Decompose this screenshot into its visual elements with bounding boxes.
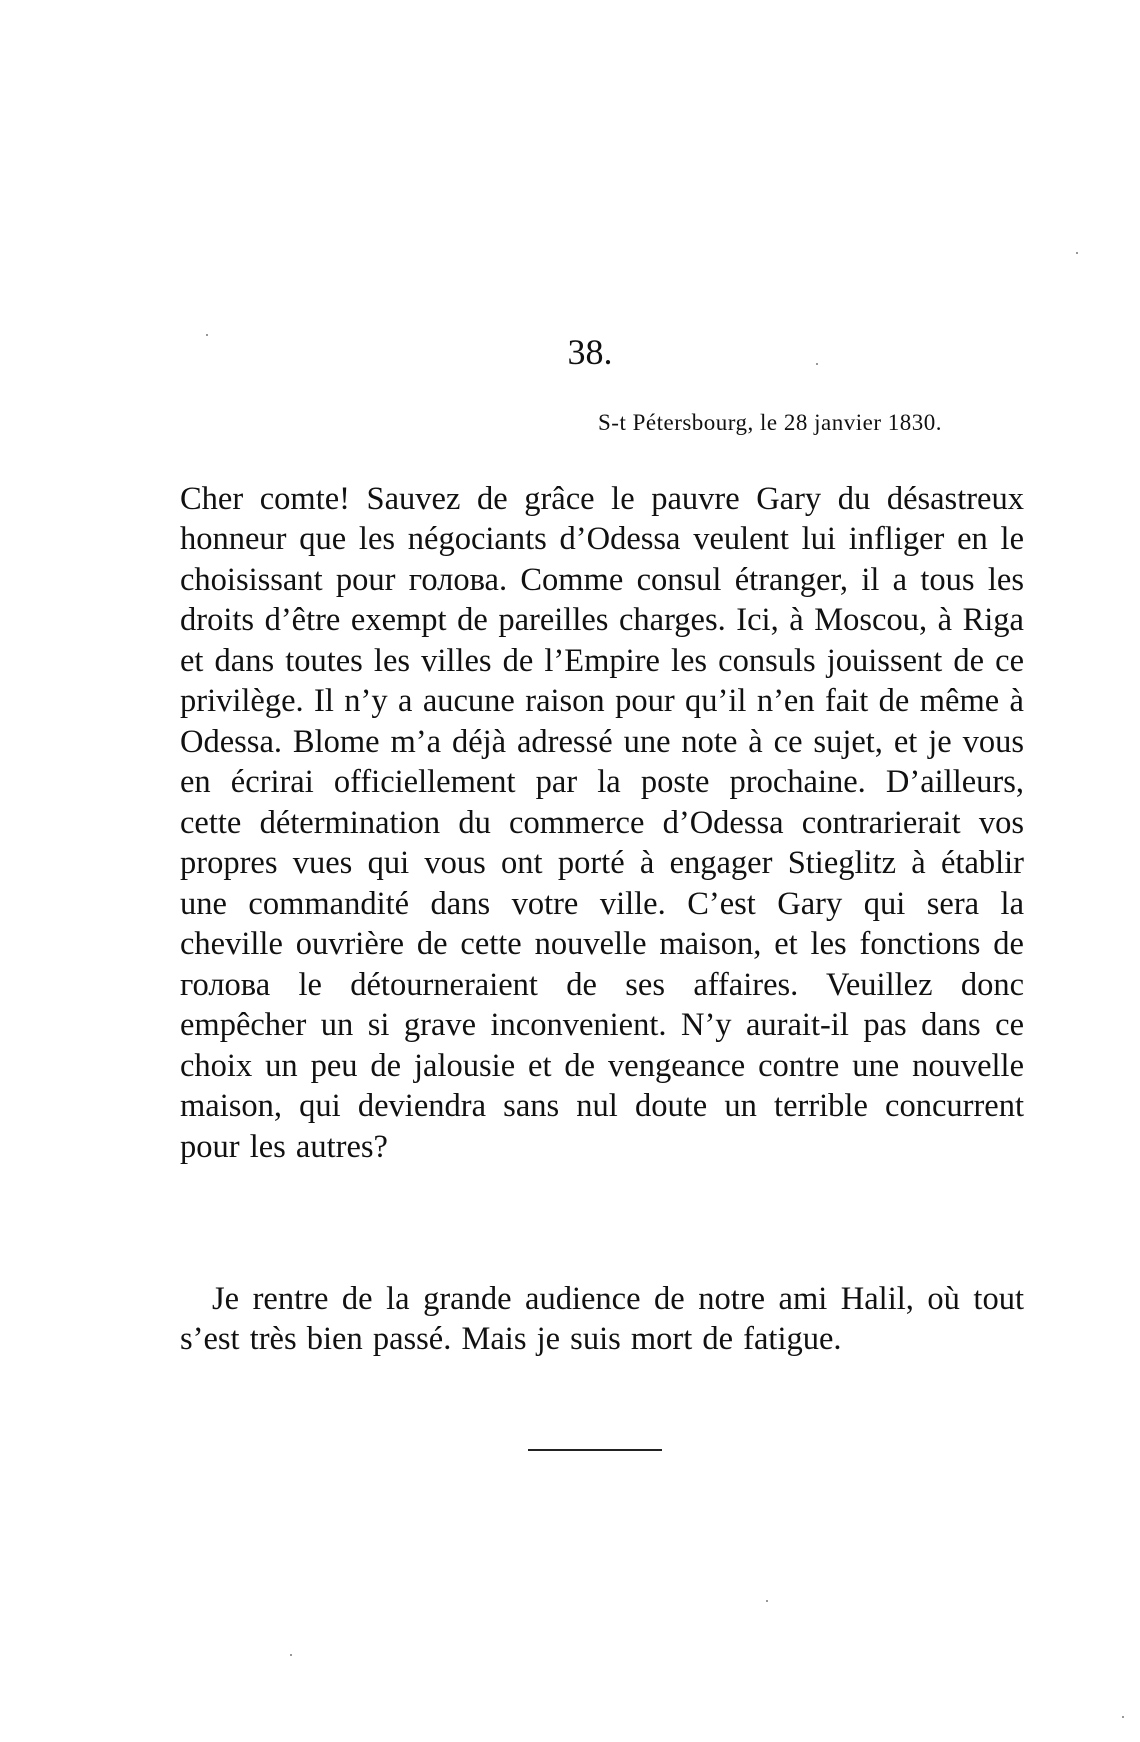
body-paragraph-1: Cher comte! Sauvez de grâce le pauvre Gary du désastreux honneur que les négociants d’Odessa veulent lui infliger en le choisissant pour голова. Comme consul étranger, il a tous les droits d’être exempt de pareilles charges. Ici, à Moscou, à Riga et dans toutes les villes de l’Empire les consuls jouissent de ce privilège. Il n’y a aucune raison pour qu’il n’en fait de même à Odessa. Blome m’a déjà adressé une note à ce sujet, et je vous en écrirai officiellement par la poste prochaine. D’ailleurs, cette détermination du commerce d’Odessa contrarierait vos propres vues qui vous ont porté à engager Stieglitz à établir une commandité dans votre ville. C’est Gary qui sera la cheville ouvrière de cette nouvelle maison, et les fonctions de голова le détourneraient de ses affaires. Veuillez donc empêcher un si grave inconvenient. N’y aurait-il pas dans ce choix un peu de jalousie et de vengeance contre une nouvelle maison, qui deviendra sans nul doute un terrible concurrent pour les autres? — [180, 480, 1024, 1165]
paper-speck — [816, 363, 818, 365]
dateline: S-t Pétersbourg, le 28 janvier 1830. — [598, 410, 942, 435]
paper-speck — [290, 1654, 292, 1656]
paper-speck — [766, 1600, 768, 1602]
closing-rule-divider — [528, 1449, 662, 1451]
paper-speck — [206, 334, 208, 336]
body-paragraph-2: Je rentre de la grande audience de notre ami Halil, où tout s’est très bien passé. Mais je suis mort de fatigue. — [180, 1280, 1024, 1357]
letter-number: 38. — [567, 332, 613, 372]
paper-speck — [1076, 252, 1078, 254]
paper-speck — [1122, 1716, 1124, 1718]
